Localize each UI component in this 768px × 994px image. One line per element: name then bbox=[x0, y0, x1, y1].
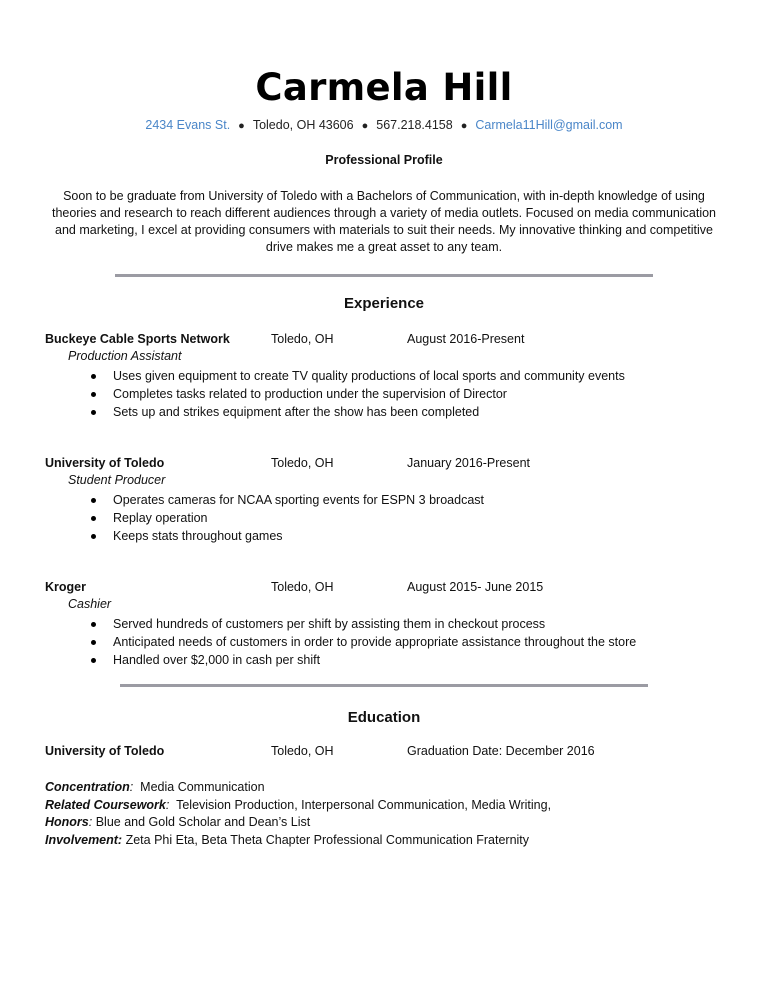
bullet-icon bbox=[91, 622, 96, 627]
job-title: Cashier bbox=[68, 597, 112, 611]
school-location: Toledo, OH bbox=[271, 744, 334, 758]
coursework-line: Related Coursework: Television Production, Interpersonal Communication, Media Writing, bbox=[45, 797, 552, 812]
bullet-icon bbox=[91, 516, 96, 521]
bullet-icon bbox=[91, 640, 96, 645]
honors-line: Honors: Blue and Gold Scholar and Dean’s List bbox=[45, 815, 311, 829]
job-bullet: Anticipated needs of customers in order to provide appropriate assistance throughout the store bbox=[113, 633, 636, 651]
resume-name: Carmela Hill bbox=[255, 66, 513, 109]
job-location: Toledo, OH bbox=[271, 332, 334, 346]
job-location: Toledo, OH bbox=[271, 580, 334, 594]
job-bullets bbox=[45, 615, 636, 669]
job-org: Buckeye Cable Sports Network bbox=[45, 332, 230, 346]
job-org: Kroger bbox=[45, 580, 86, 594]
bullet-icon bbox=[91, 658, 96, 663]
concentration-line: Concentration: Media Communication bbox=[45, 780, 265, 794]
profile-text: Soon to be graduate from University of Toledo with a Bachelors of Communication, with in-depth knowledge of using theories and research to reach different audiences through a variety of media outlets. Focused on media communication and marketing, I excel at providing consumers with materials to suit their needs. My innovative thinking and competitive drive makes me a great asset to any team. bbox=[51, 189, 717, 254]
job-title: Production Assistant bbox=[68, 349, 182, 363]
contact-line bbox=[0, 118, 768, 132]
email-link[interactable]: Carmela11Hill@gmail.com bbox=[475, 118, 623, 132]
profile-heading: Professional Profile bbox=[325, 153, 443, 167]
job-bullet: Handled over $2,000 in cash per shift bbox=[113, 651, 636, 669]
experience-heading: Experience bbox=[343, 295, 425, 312]
school-name: University of Toledo bbox=[45, 744, 165, 758]
job-org: University of Toledo bbox=[45, 456, 165, 470]
job-entry bbox=[45, 580, 636, 669]
job-bullets bbox=[45, 491, 484, 545]
job-bullet: Served hundreds of customers per shift by assisting them in checkout process bbox=[113, 615, 636, 633]
job-bullet: Completes tasks related to production under the supervision of Director bbox=[113, 385, 625, 403]
section-divider bbox=[120, 684, 648, 687]
job-bullet: Replay operation bbox=[113, 509, 484, 527]
job-title: Student Producer bbox=[68, 473, 166, 487]
bullet-icon bbox=[91, 392, 96, 397]
bullet-separator: ● bbox=[460, 120, 468, 132]
bullet-separator: ● bbox=[361, 120, 369, 132]
job-bullets bbox=[45, 367, 625, 421]
bullet-icon bbox=[91, 534, 96, 539]
job-date: August 2015- June 2015 bbox=[407, 580, 544, 594]
job-date: August 2016-Present bbox=[407, 332, 525, 346]
job-bullet: Keeps stats throughout games bbox=[113, 527, 484, 545]
job-date: January 2016-Present bbox=[407, 456, 530, 470]
job-bullet: Uses given equipment to create TV quality productions of local sports and community events bbox=[113, 367, 625, 385]
bullet-icon bbox=[91, 498, 96, 503]
graduation-date: Graduation Date: December 2016 bbox=[407, 744, 595, 758]
address-text: 2434 Evans St. bbox=[145, 118, 231, 132]
phone-text: 567.218.4158 bbox=[376, 118, 453, 132]
job-entry bbox=[45, 456, 530, 545]
bullet-icon bbox=[91, 410, 96, 415]
bullet-icon bbox=[91, 374, 96, 379]
bullet-separator: ● bbox=[238, 120, 245, 132]
job-bullet: Sets up and strikes equipment after the show has been completed bbox=[113, 403, 625, 421]
education-details bbox=[45, 779, 551, 849]
section-divider bbox=[115, 274, 653, 277]
job-location: Toledo, OH bbox=[271, 456, 334, 470]
city-text: Toledo, OH 43606 bbox=[252, 118, 354, 132]
education-heading: Education bbox=[347, 709, 421, 726]
involvement-line: Involvement: Zeta Phi Eta, Beta Theta Chapter Professional Communication Fraternity bbox=[45, 832, 530, 847]
job-entry bbox=[45, 332, 625, 421]
job-bullet: Operates cameras for NCAA sporting events for ESPN 3 broadcast bbox=[113, 491, 484, 509]
